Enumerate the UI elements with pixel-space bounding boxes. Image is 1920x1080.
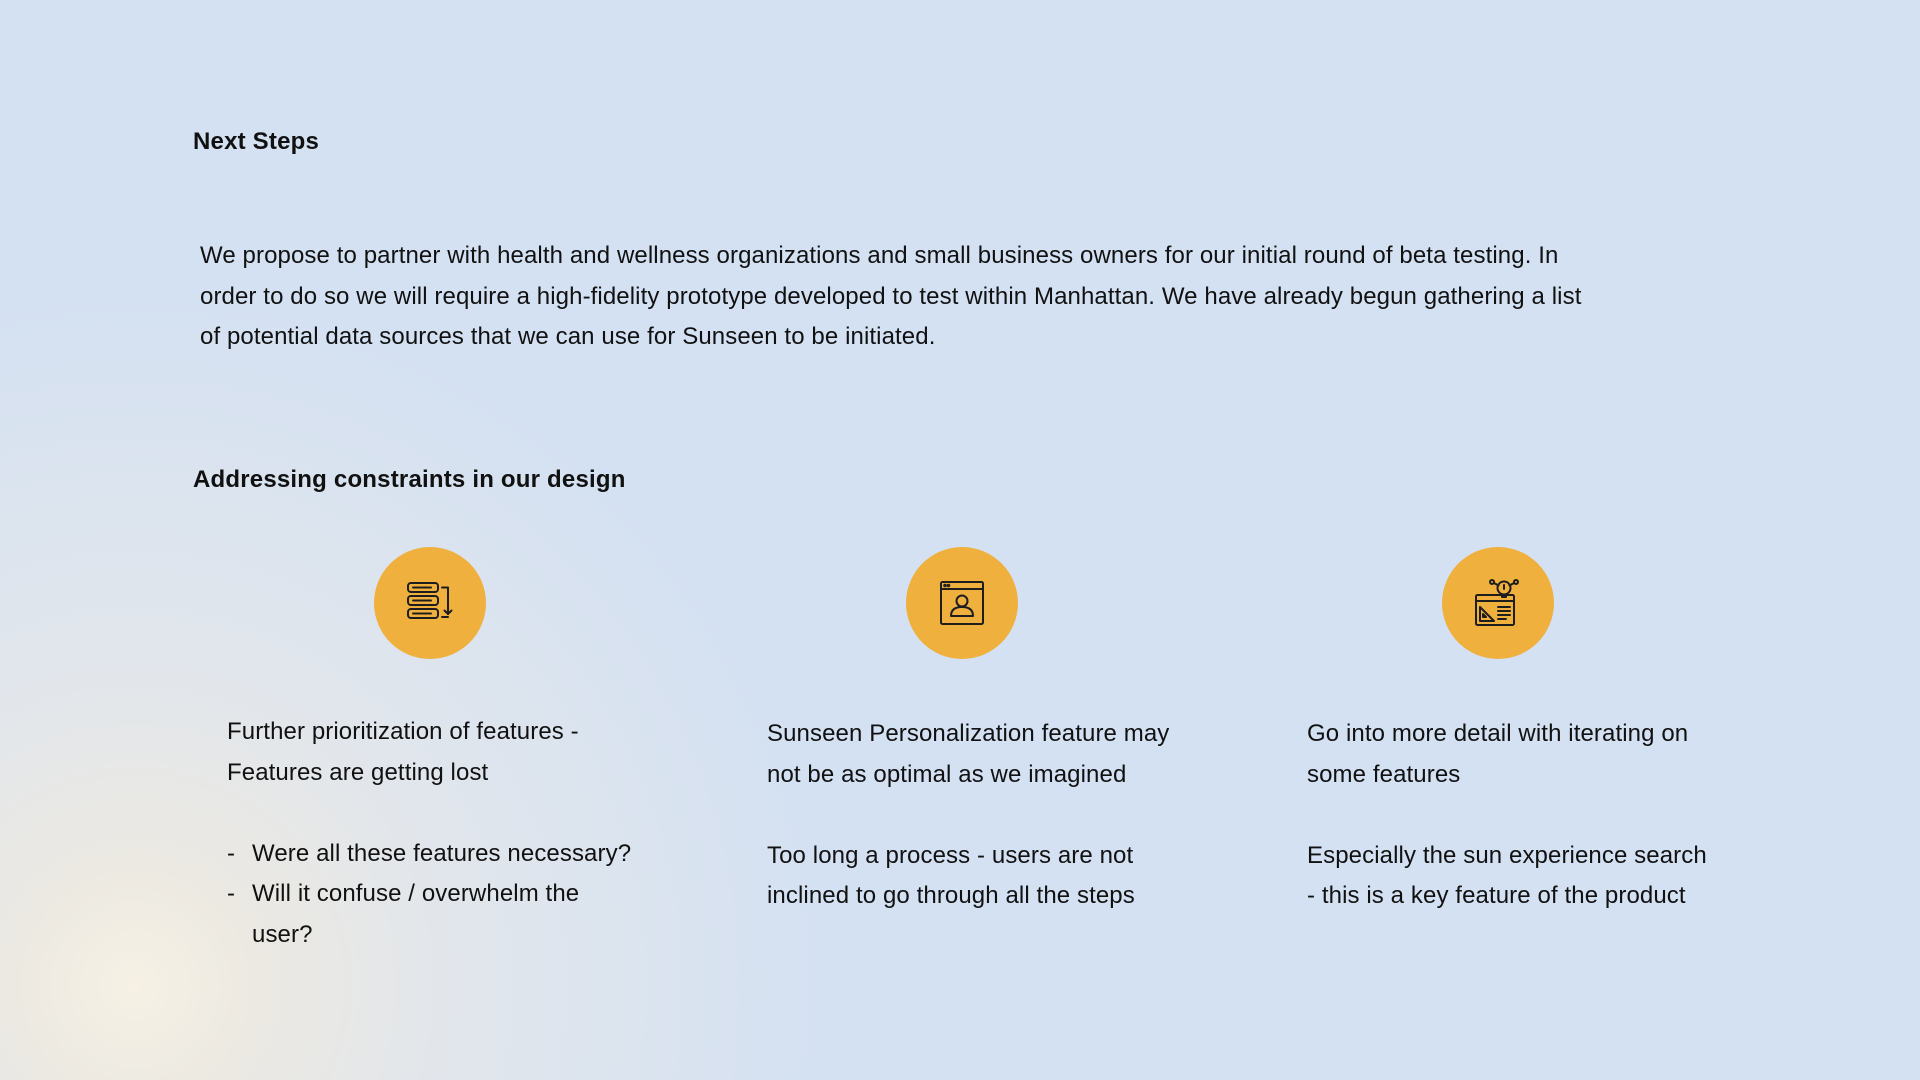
constraint-column-personalization <box>767 714 1207 917</box>
question-item: - Will it confuse / overwhelm the user? <box>227 874 582 955</box>
detail-line: Especially the sun experience search <box>1307 841 1707 869</box>
design-idea-icon <box>1442 547 1554 659</box>
paragraph-line: We propose to partner with health and wellness organizations and small business owners for our initial round of beta testing. In <box>200 242 1559 269</box>
paragraph-line: of potential data sources that we can use for Sunseen to be initiated. <box>200 323 936 350</box>
next-steps-title: Next Steps <box>193 128 320 155</box>
heading-line: not be as optimal as we imagined <box>767 760 1127 788</box>
detail-line: Too long a process - users are not <box>767 841 1134 869</box>
column-detail <box>1307 836 1747 917</box>
column-heading <box>1307 714 1747 795</box>
prioritized-list-icon <box>374 547 486 659</box>
detail-line: inclined to go through all the steps <box>767 882 1135 909</box>
question-item: - Were all these features necessary? <box>227 834 667 875</box>
next-steps-paragraph <box>200 236 1680 358</box>
detail-line: - this is a key feature of the product <box>1307 882 1686 909</box>
heading-line: Go into more detail with iterating on <box>1307 720 1689 747</box>
heading-line: some features <box>1307 760 1461 788</box>
column-heading <box>227 712 667 793</box>
column-heading <box>767 714 1207 795</box>
paragraph-line: order to do so we will require a high-fidelity prototype developed to test within Manhattan. We have already begun gathering a list <box>200 282 1582 310</box>
question-list <box>227 834 667 956</box>
constraint-column-iteration <box>1307 714 1747 917</box>
heading-line: Sunseen Personalization feature may <box>767 720 1170 747</box>
column-detail <box>767 836 1207 917</box>
heading-line: Features are getting lost <box>227 758 489 786</box>
constraints-title: Addressing constraints in our design <box>193 466 626 493</box>
constraint-column-prioritization <box>227 712 667 955</box>
heading-line: Further prioritization of features - <box>227 718 579 745</box>
user-profile-window-icon <box>906 547 1018 659</box>
